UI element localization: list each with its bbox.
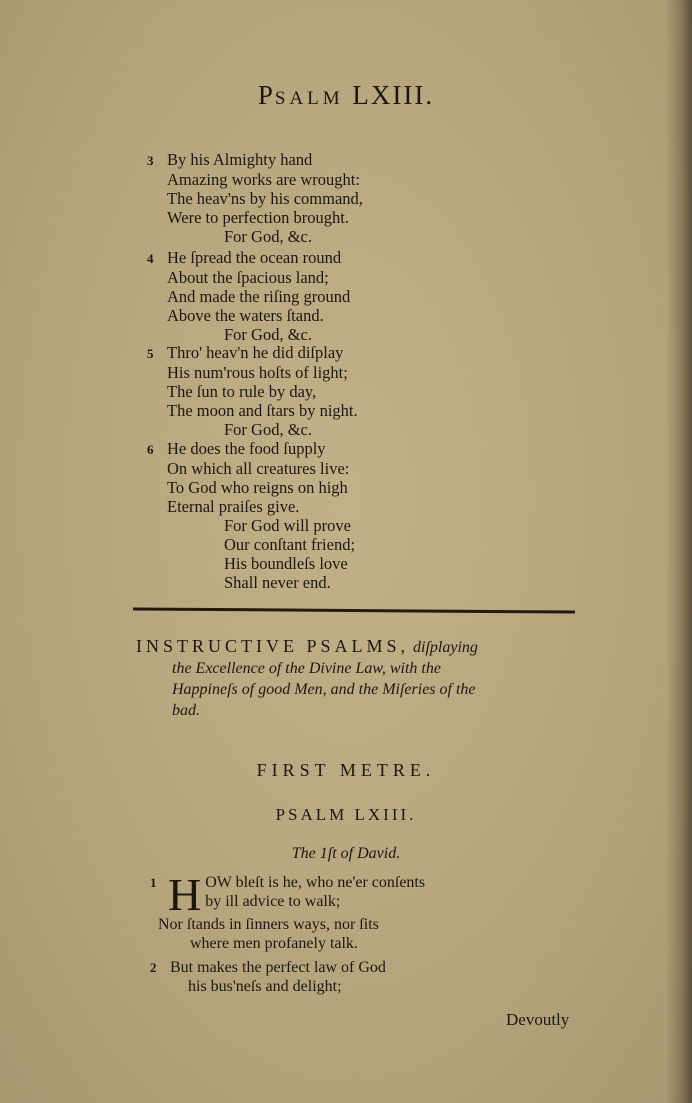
verse-line: Nor ſtands in ſinners ways, nor ſits <box>158 916 379 933</box>
verse-line: The ſun to rule by day, <box>167 382 317 401</box>
verse-line: Amazing works are wrought: <box>167 170 360 189</box>
section-description: the Excellence of the Divine Law, with the <box>172 660 441 677</box>
page-header <box>0 80 692 111</box>
verse-line: He does the food ſupply <box>167 439 326 458</box>
chorus-line: For God, &c. <box>224 227 312 246</box>
chorus-line: His boundleſs love <box>224 554 348 573</box>
section-description: bad. <box>172 702 200 719</box>
section-title: INSTRUCTIVE PSALMS, <box>136 636 410 656</box>
stanza-4 <box>147 248 350 344</box>
verse-line: He ſpread the ocean round <box>167 248 342 267</box>
verse-line: OW bleſt is he, who ne'er conſents <box>205 874 426 891</box>
header-word: SALM <box>274 88 344 109</box>
section-divider <box>133 607 575 613</box>
chorus-line: For God will prove <box>224 516 351 535</box>
verse-line: by ill advice to walk; <box>205 893 341 910</box>
section-description: Happineſs of good Men, and the Miſeries of the <box>172 681 476 698</box>
stanza-6 <box>147 439 355 592</box>
header-numeral: LXIII. <box>352 80 435 110</box>
verse-1 <box>150 869 426 953</box>
chorus-line: Shall never end. <box>224 573 331 592</box>
verse-line: About the ſpacious land; <box>167 268 329 287</box>
stanza-3 <box>147 150 363 246</box>
chorus-line: For God, &c. <box>224 325 312 344</box>
psalm-title: PSALM LXIII. <box>275 805 417 824</box>
chorus-line: Our conſtant friend; <box>224 535 356 554</box>
verse-line: By his Almighty hand <box>167 150 313 169</box>
verse-2 <box>150 958 386 996</box>
metre-heading: FIRST METRE. <box>256 760 436 780</box>
header-first-letter: P <box>257 80 275 110</box>
verse-line: Thro' heav'n he did diſplay <box>167 343 344 362</box>
stanza-5 <box>147 343 358 439</box>
catchword: Devoutly <box>506 1010 570 1029</box>
section-heading <box>136 636 586 721</box>
stanza-number: 6 <box>147 442 154 457</box>
stanza-number: 5 <box>147 346 154 361</box>
verse-line: Eternal praiſes give. <box>167 497 300 516</box>
verse-number: 2 <box>150 960 157 975</box>
chorus-line: For God, &c. <box>224 420 312 439</box>
page-edge-shadow <box>666 0 692 1103</box>
verse-line: The heav'ns by his command, <box>167 189 363 208</box>
verse-line: On which all creatures live: <box>167 459 350 478</box>
verse-line: His num'rous hoſts of light; <box>167 363 348 382</box>
verse-line: But makes the perfect law of God <box>170 959 386 976</box>
psalm-subtitle: The 1ſt of David. <box>291 845 401 862</box>
verse-line: The moon and ſtars by night. <box>167 401 358 420</box>
verse-line: where men profanely talk. <box>190 935 358 952</box>
verse-line: his bus'neſs and delight; <box>188 978 342 995</box>
stanza-number: 3 <box>147 153 154 168</box>
drop-cap: H <box>168 869 202 920</box>
verse-line: To God who reigns on high <box>167 478 348 497</box>
verse-line: Above the waters ſtand. <box>167 306 324 325</box>
verse-line: Were to perfection brought. <box>167 208 349 227</box>
stanza-number: 4 <box>147 251 154 266</box>
verse-number: 1 <box>150 875 157 890</box>
verse-line: And made the riſing ground <box>167 287 351 306</box>
section-description: diſplaying <box>413 639 478 656</box>
